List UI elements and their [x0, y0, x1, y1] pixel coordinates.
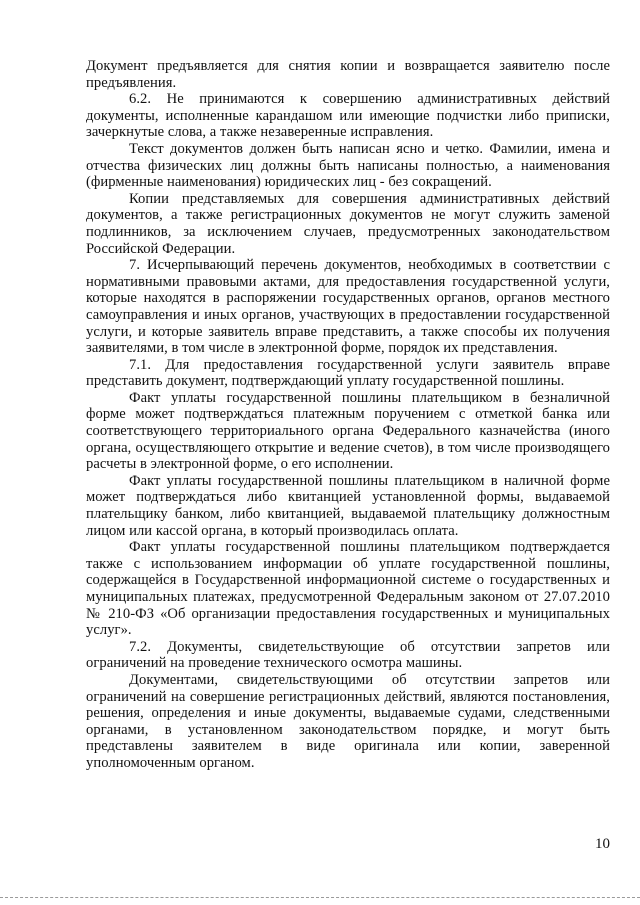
paragraph-cash-payment: Факт уплаты государственной пошлины плательщиком в наличной форме может подтверждаться либо квитанцией установленной формы, выдаваемой плательщику банком, либо квитанцией, выдаваемой плательщику должностным лицом или кассой органа, в который производилась оплата. [86, 472, 610, 539]
paragraph-copy-return: Документ предъявляется для снятия копии и возвращается заявителю после предъявления. [86, 58, 610, 91]
scan-edge-line [0, 897, 640, 898]
paragraph-7: 7. Исчерпывающий перечень документов, необходимых в соответствии с нормативными правовыми актами, для предоставления государственной услуги, которые находятся в распоряжении государственных органов, органов местного самоуправления и иных органов, участвующих в предоставлении государственной услуги, и которые заявитель вправе представить, а также способы их получения заявителями, в том числе в электронной форме, порядок их представления. [86, 257, 610, 357]
paragraph-7-1: 7.1. Для предоставления государственной услуги заявитель вправе представить документ, подтверждающий уплату государственной пошлины. [86, 356, 610, 390]
paragraph-restriction-documents: Документами, свидетельствующими об отсутствии запретов или ограничений на совершение регистрационных действий, являются постановления, решения, определения и иные документы, выдаваемые судами, следственными органами, в установленном законодательством порядке, и могут быть представлены заявителем в виде оригинала или копии, заверенной уполномоченным органом. [86, 671, 610, 771]
paragraph-cashless-payment: Факт уплаты государственной пошлины плательщиком в безналичной форме может подтверждаться платежным поручением с отметкой банка или соответствующего территориального органа Федерального казначейства (иного органа, осуществляющего открытие и ведение счетов), в том числе производящего расчеты в электронной форме, о его исполнении. [86, 389, 610, 473]
paragraph-6-2: 6.2. Не принимаются к совершению административных действий документы, исполненные карандашом или имеющие подчистки либо приписки, зачеркнутые слова, а также незаверенные исправления. [86, 91, 610, 141]
page-number: 10 [595, 836, 610, 852]
paragraph-text-clarity: Текст документов должен быть написан ясно и четко. Фамилии, имена и отчества физических лиц должны быть написаны полностью, а наименования (фирменные наименования) юридических лиц - без сокращений. [86, 140, 610, 191]
document-page [86, 58, 610, 772]
paragraph-gis-payment: Факт уплаты государственной пошлины плательщиком подтверждается также с использованием информации об уплате государственной пошлины, содержащейся в Государственной информационной системе о государственных и муниципальных платежах, предусмотренной Федеральным законом от 27.07.2010 № 210-ФЗ «Об организации предоставления государственных и муниципальных услуг». [86, 539, 610, 639]
paragraph-copies: Копии представляемых для совершения административных действий документов, а также регистрационных документов не могут служить заменой подлинников, за исключением случаев, предусмотренных законодательством Российской Федерации. [86, 190, 610, 257]
paragraph-7-2: 7.2. Документы, свидетельствующие об отсутствии запретов или ограничений на проведение технического осмотра машины. [86, 638, 610, 672]
